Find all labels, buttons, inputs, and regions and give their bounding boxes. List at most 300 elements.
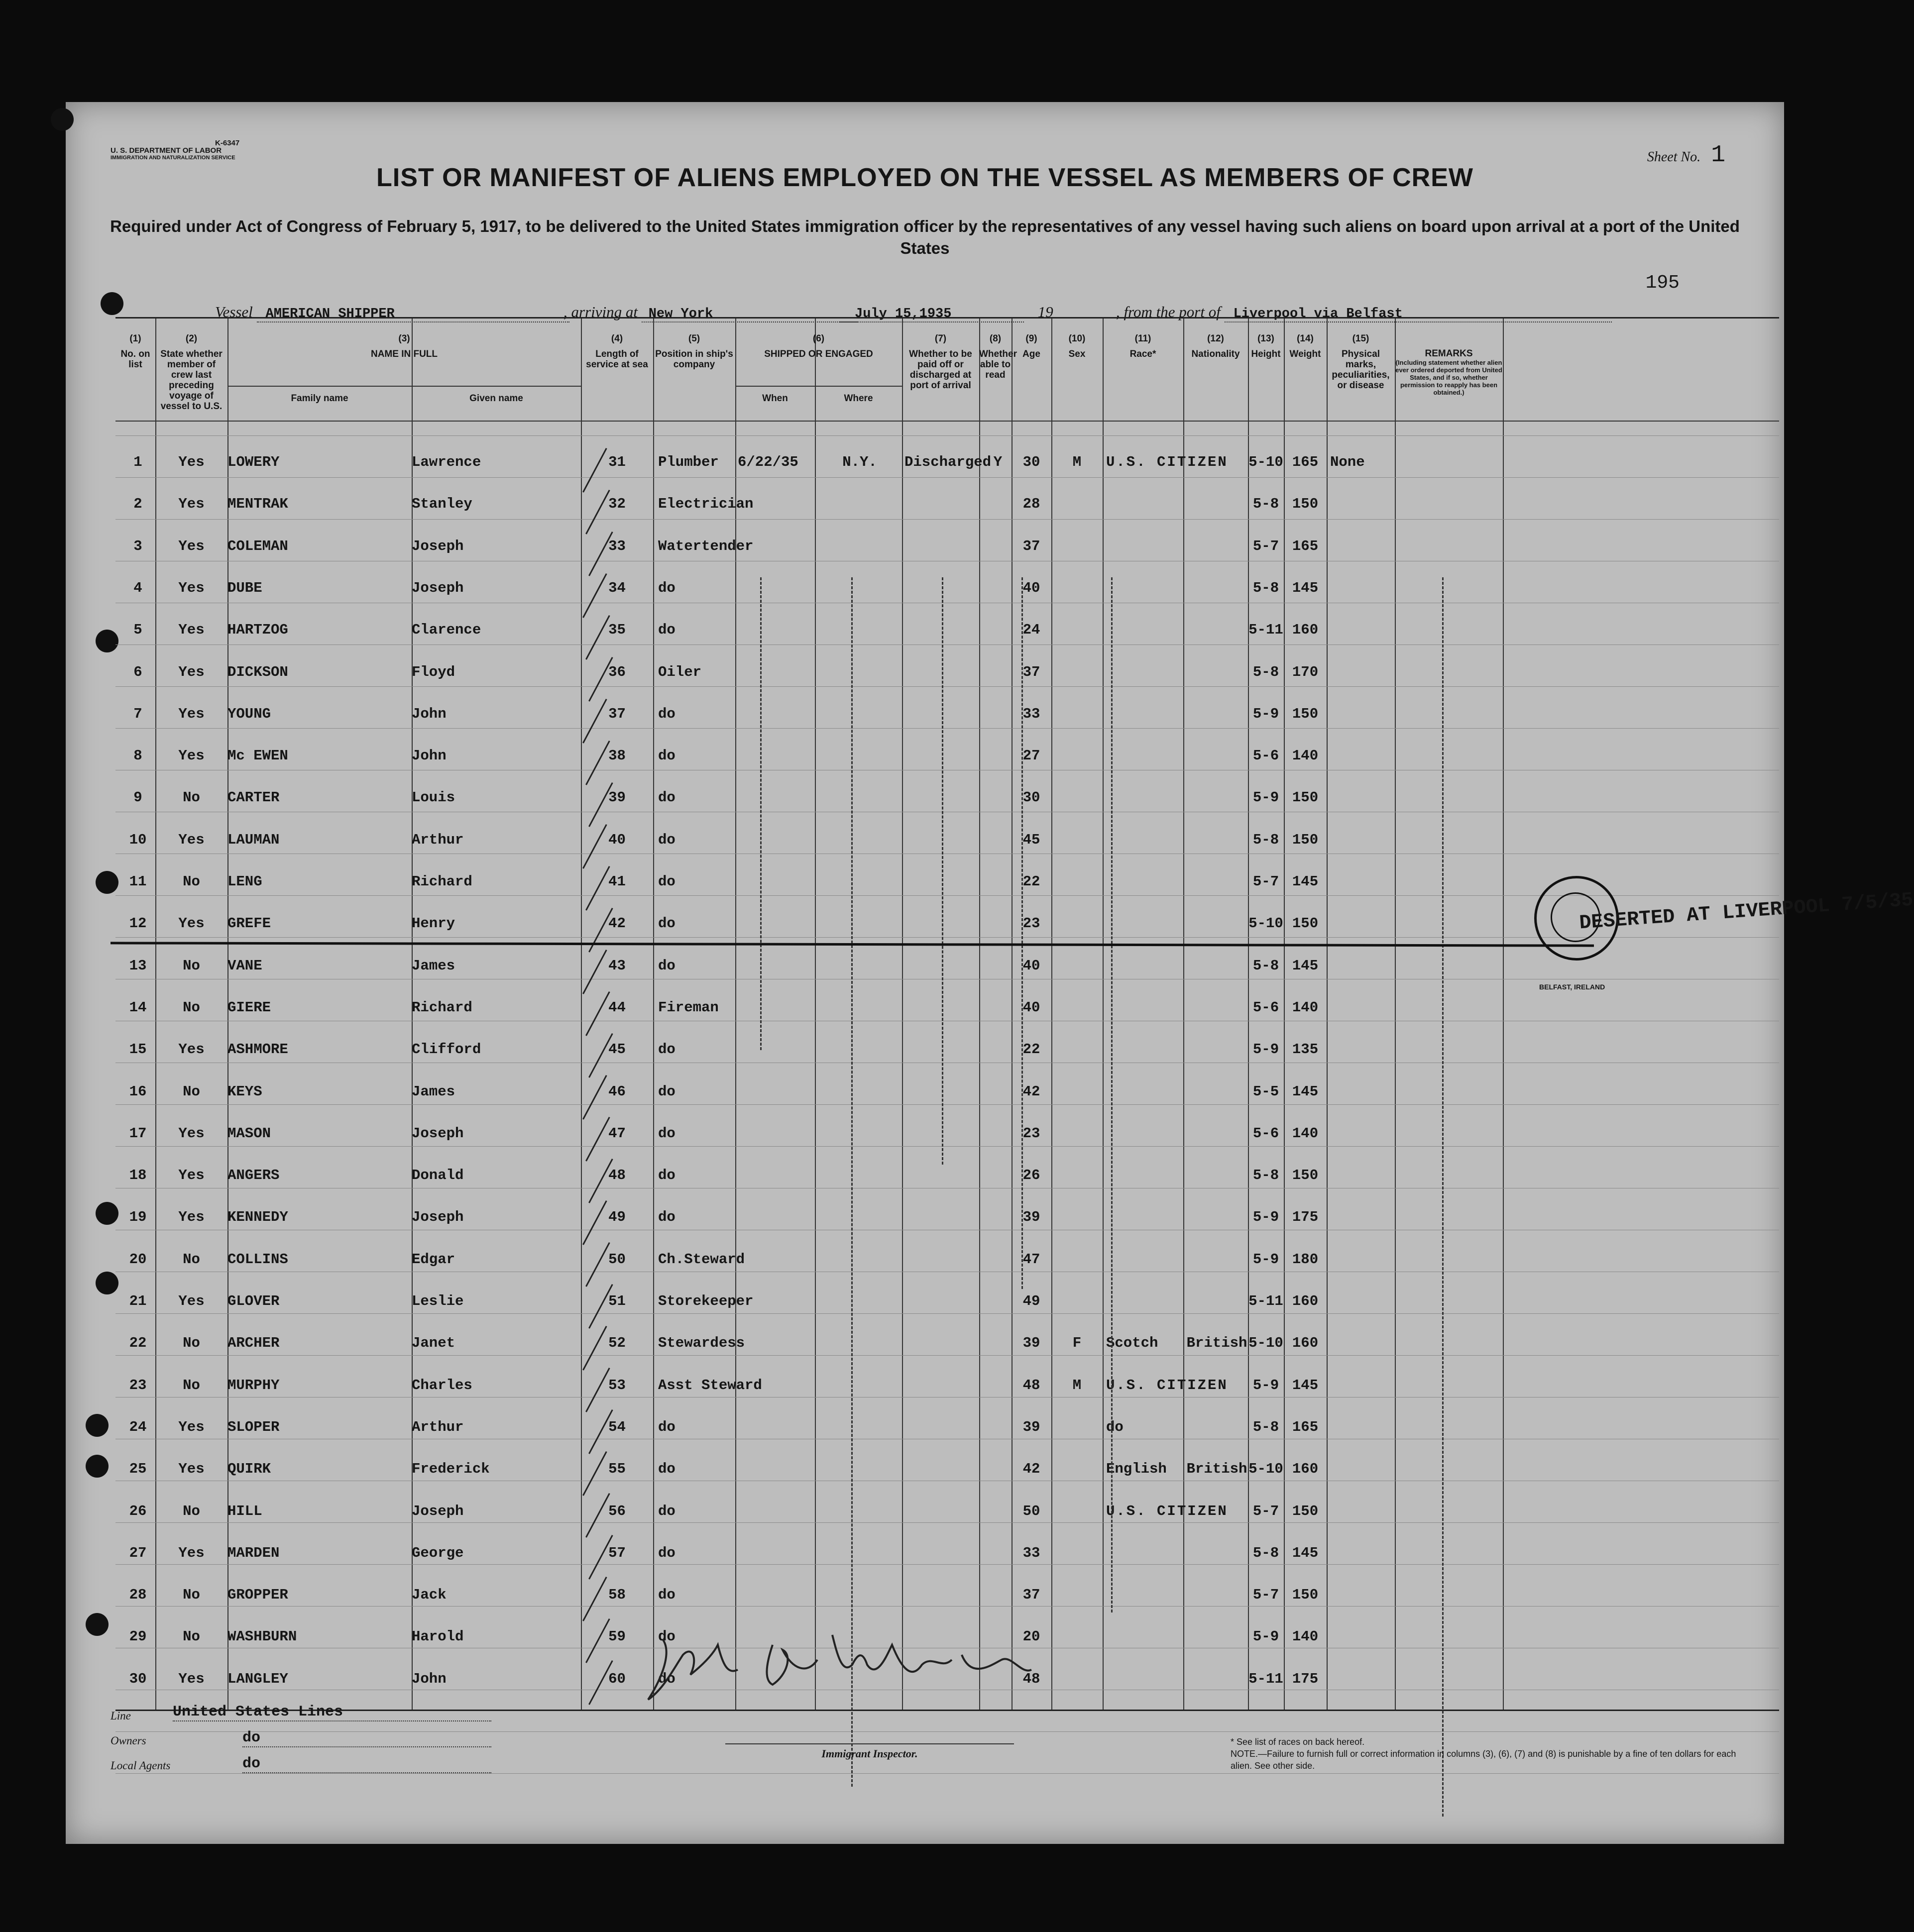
cell-marks: None: [1330, 454, 1365, 470]
cell-height: 5-7: [1252, 1587, 1279, 1604]
cell-service: 33: [608, 537, 626, 554]
cell-weight: 175: [1292, 1209, 1319, 1226]
table-row: [115, 454, 1779, 474]
cell-prev: No: [183, 1628, 200, 1645]
cell-family: GIERE: [227, 999, 271, 1016]
cell-sex: F: [1072, 1335, 1082, 1352]
cell-prev: Yes: [178, 1167, 205, 1184]
table-row: [115, 1251, 1779, 1271]
cell-position: Electrician: [658, 496, 754, 513]
cell-family: HILL: [227, 1503, 262, 1519]
cell-given: Louis: [412, 789, 455, 806]
page-title: LIST OR MANIFEST OF ALIENS EMPLOYED ON THE VESSEL AS MEMBERS OF CREW: [376, 163, 1473, 192]
cell-age: 20: [1022, 1628, 1040, 1645]
cell-position: do: [658, 1083, 676, 1100]
cell-race: U.S. CITIZEN: [1106, 1377, 1228, 1394]
cell-weight: 160: [1292, 1293, 1319, 1309]
row-line: [115, 1146, 1779, 1147]
cell-service: 32: [608, 496, 626, 513]
cell-height: 5-8: [1252, 579, 1279, 596]
column-header: (8) Whether able to read: [979, 333, 1017, 380]
cell-weight: 160: [1292, 622, 1319, 639]
cell-given: Joseph: [412, 537, 464, 554]
cell-given: James: [412, 1083, 455, 1100]
cell-age: 24: [1022, 622, 1040, 639]
cell-service: 60: [608, 1670, 626, 1687]
cell-given: Joseph: [412, 579, 464, 596]
cell-no: 10: [129, 831, 147, 848]
cell-position: do: [658, 705, 676, 722]
cell-family: LOWERY: [227, 454, 280, 470]
cell-service: 52: [608, 1335, 626, 1352]
from-port: Liverpool via Belfast: [1225, 307, 1612, 322]
cell-height: 5-9: [1252, 789, 1279, 806]
cell-position: Ch.Steward: [658, 1251, 745, 1268]
cell-service: 31: [608, 454, 626, 470]
agents-value: do: [242, 1755, 491, 1773]
cell-position: Fireman: [658, 999, 719, 1016]
cell-prev: Yes: [178, 1544, 205, 1561]
cell-prev: Yes: [178, 1670, 205, 1687]
cell-service: 57: [608, 1544, 626, 1561]
cell-height: 5-11: [1248, 1670, 1283, 1687]
column-header: (7) Whether to be paid off or discharged at port of arrival: [909, 333, 972, 391]
cell-age: 45: [1022, 831, 1040, 848]
cell-height: 5-10: [1248, 915, 1283, 932]
cell-service: 43: [608, 957, 626, 974]
cell-prev: No: [183, 999, 200, 1016]
cell-family: MARDEN: [227, 1544, 280, 1561]
row-line: [115, 1355, 1779, 1356]
cell-given: Floyd: [412, 663, 455, 680]
cell-height: 5-9: [1252, 1251, 1279, 1268]
table-row: [115, 496, 1779, 516]
column-header: (3) NAME IN FULL: [370, 333, 438, 359]
column-header: (9) Age: [1022, 333, 1040, 359]
cell-nat: British: [1186, 1335, 1247, 1352]
cell-position: do: [658, 1125, 676, 1142]
cell-family: LENG: [227, 873, 262, 890]
row-line: [115, 644, 1779, 645]
stamp-text: BELFAST, IRELAND: [1539, 983, 1605, 991]
cell-prev: Yes: [178, 1461, 205, 1478]
cell-sex: M: [1072, 454, 1082, 470]
cell-weight: 160: [1292, 1461, 1319, 1478]
cell-service: 49: [608, 1209, 626, 1226]
cell-no: 8: [133, 748, 142, 764]
cell-height: 5-8: [1252, 1544, 1279, 1561]
owners-label: Owners: [111, 1734, 146, 1747]
table-row: [115, 1167, 1779, 1187]
cell-height: 5-11: [1248, 1293, 1283, 1309]
note-races: * See list of races on back hereof.: [1231, 1737, 1365, 1747]
table-row: [115, 1335, 1779, 1355]
cell-nat: British: [1186, 1461, 1247, 1478]
remarks-header: REMARKS (Including statement whether alien ever ordered deported from United States, and if so, whether permission to reapply has been obtained.): [1395, 348, 1502, 396]
cell-no: 26: [129, 1503, 147, 1519]
column-subheader: Family name: [291, 393, 348, 404]
cell-weight: 165: [1292, 537, 1319, 554]
cell-race: do: [1106, 1418, 1124, 1435]
crew-table: [115, 317, 1779, 1711]
punch-hole: [51, 108, 74, 131]
cell-weight: 140: [1292, 1125, 1319, 1142]
cell-weight: 150: [1292, 1503, 1319, 1519]
owners-value: do: [242, 1729, 491, 1747]
cell-race: Scotch: [1106, 1335, 1158, 1352]
agents-label: Local Agents: [111, 1759, 171, 1772]
cell-weight: 170: [1292, 663, 1319, 680]
arriving-port: New York: [642, 307, 858, 322]
column-header: (10) Sex: [1068, 333, 1086, 359]
cell-family: MENTRAK: [227, 496, 288, 513]
cell-position: do: [658, 1461, 676, 1478]
cell-no: 11: [129, 873, 147, 890]
table-row: [115, 832, 1779, 852]
cell-family: COLLINS: [227, 1251, 288, 1268]
cell-age: 50: [1022, 1503, 1040, 1519]
cell-given: Arthur: [412, 831, 464, 848]
cell-weight: 140: [1292, 1628, 1319, 1645]
cell-position: do: [658, 1587, 676, 1604]
punch-hole: [86, 1455, 109, 1478]
sheet-number-value: 1: [1711, 142, 1725, 169]
cell-age: 37: [1022, 537, 1040, 554]
table-row: [115, 1545, 1779, 1565]
cell-no: 20: [129, 1251, 147, 1268]
cell-prev: No: [183, 1335, 200, 1352]
cell-paid: Discharged: [904, 454, 992, 470]
cell-weight: 150: [1292, 1167, 1319, 1184]
cell-height: 5-9: [1252, 1041, 1279, 1058]
cell-no: 14: [129, 999, 147, 1016]
column-subheader: Given name: [469, 393, 523, 404]
cell-no: 13: [129, 957, 147, 974]
service-name: IMMIGRATION AND NATURALIZATION SERVICE: [111, 155, 235, 161]
cell-family: LAUMAN: [227, 831, 280, 848]
column-header: (12) Nationality: [1191, 333, 1240, 359]
column-header: (5) Position in ship's company: [655, 333, 733, 370]
table-row: [115, 538, 1779, 558]
cell-weight: 145: [1292, 1377, 1319, 1394]
remarks-row-13: DESERTED AT LIVERPOOL 7/5/35: [1578, 889, 1914, 935]
table-row: [115, 1377, 1779, 1397]
cell-service: 35: [608, 622, 626, 639]
cell-no: 21: [129, 1293, 147, 1309]
cell-service: 47: [608, 1125, 626, 1142]
cell-family: HARTZOG: [227, 622, 288, 639]
table-row: [115, 1587, 1779, 1607]
row-line: [115, 477, 1779, 478]
cell-prev: Yes: [178, 663, 205, 680]
cell-height: 5-9: [1252, 1377, 1279, 1394]
cell-position: Stewardess: [658, 1335, 745, 1352]
cell-age: 23: [1022, 1125, 1040, 1142]
cell-age: 26: [1022, 1167, 1040, 1184]
ditto-line: [760, 577, 762, 1050]
ditto-line: [1442, 577, 1444, 1817]
column-subheader: When: [762, 393, 788, 404]
cell-no: 2: [133, 496, 142, 513]
cell-service: 56: [608, 1503, 626, 1519]
cell-height: 5-8: [1252, 663, 1279, 680]
cell-given: Edgar: [412, 1251, 455, 1268]
cell-height: 5-8: [1252, 831, 1279, 848]
row-line: [115, 1773, 1779, 1774]
cell-weight: 135: [1292, 1041, 1319, 1058]
column-header: (6) SHIPPED OR ENGAGED: [764, 333, 873, 359]
cell-no: 6: [133, 663, 142, 680]
cell-weight: 145: [1292, 957, 1319, 974]
cell-given: John: [412, 748, 447, 764]
cell-service: 51: [608, 1293, 626, 1309]
table-row: [115, 958, 1779, 977]
cell-given: Frederick: [412, 1461, 490, 1478]
cell-height: 5-11: [1248, 622, 1283, 639]
cell-family: WASHBURN: [227, 1628, 297, 1645]
cell-no: 22: [129, 1335, 147, 1352]
cell-position: do: [658, 831, 676, 848]
cell-weight: 150: [1292, 496, 1319, 513]
cell-given: Janet: [412, 1335, 455, 1352]
cell-family: CARTER: [227, 789, 280, 806]
cell-service: 53: [608, 1377, 626, 1394]
cell-position: do: [658, 1209, 676, 1226]
cell-prev: No: [183, 1083, 200, 1100]
cell-service: 59: [608, 1628, 626, 1645]
cell-height: 5-7: [1252, 537, 1279, 554]
cell-no: 9: [133, 789, 142, 806]
cell-prev: No: [183, 873, 200, 890]
arrival-date: July 15,1935: [840, 307, 1024, 322]
table-row: [115, 580, 1779, 600]
cell-age: 39: [1022, 1209, 1040, 1226]
cell-no: 15: [129, 1041, 147, 1058]
row-line: [115, 728, 1779, 729]
column-header: (2) State whether member of crew last preceding voyage of vessel to U.S.: [160, 333, 223, 412]
cell-weight: 165: [1292, 1418, 1319, 1435]
cell-height: 5-10: [1248, 1335, 1283, 1352]
cell-no: 12: [129, 915, 147, 932]
cell-age: 40: [1022, 579, 1040, 596]
cell-service: 54: [608, 1418, 626, 1435]
cell-no: 27: [129, 1544, 147, 1561]
row-line: [115, 895, 1779, 896]
cell-position: do: [658, 789, 676, 806]
cell-prev: Yes: [178, 622, 205, 639]
cell-age: 39: [1022, 1335, 1040, 1352]
cell-family: COLEMAN: [227, 537, 288, 554]
cell-position: Watertender: [658, 537, 754, 554]
cell-service: 45: [608, 1041, 626, 1058]
ditto-line: [851, 577, 853, 1787]
table-row: [115, 1503, 1779, 1523]
cell-position: do: [658, 622, 676, 639]
cell-family: ARCHER: [227, 1335, 280, 1352]
form-number: K-6347: [215, 139, 240, 147]
cell-race: English: [1106, 1461, 1167, 1478]
cell-read: Y: [993, 454, 1003, 470]
cell-prev: Yes: [178, 831, 205, 848]
cell-weight: 150: [1292, 705, 1319, 722]
table-row: [115, 1041, 1779, 1061]
cell-age: 30: [1022, 789, 1040, 806]
cell-family: GROPPER: [227, 1587, 288, 1604]
cell-height: 5-10: [1248, 454, 1283, 470]
cell-family: SLOPER: [227, 1418, 280, 1435]
cell-service: 48: [608, 1167, 626, 1184]
sheet-number-label: Sheet No.: [1647, 149, 1701, 165]
cell-height: 5-6: [1252, 1125, 1279, 1142]
cell-family: ANGERS: [227, 1167, 280, 1184]
cell-age: 42: [1022, 1083, 1040, 1100]
cell-weight: 145: [1292, 579, 1319, 596]
table-row: [115, 1209, 1779, 1229]
cell-height: 5-8: [1252, 957, 1279, 974]
cell-given: Charles: [412, 1377, 472, 1394]
cell-prev: No: [183, 1251, 200, 1268]
cell-weight: 165: [1292, 454, 1319, 470]
row-line: [115, 519, 1779, 520]
cell-weight: 160: [1292, 1335, 1319, 1352]
cell-prev: No: [183, 1503, 200, 1519]
cell-position: do: [658, 1418, 676, 1435]
cell-weight: 150: [1292, 789, 1319, 806]
cell-position: do: [658, 915, 676, 932]
cell-given: Richard: [412, 873, 472, 890]
cell-where: N.Y.: [842, 454, 877, 470]
cell-family: VANE: [227, 957, 262, 974]
ditto-line: [942, 577, 943, 1165]
cell-prev: Yes: [178, 1418, 205, 1435]
cell-prev: No: [183, 957, 200, 974]
footer-notes: [1231, 1736, 1753, 1772]
cell-family: KEYS: [227, 1083, 262, 1100]
cell-age: 22: [1022, 1041, 1040, 1058]
cell-prev: Yes: [178, 496, 205, 513]
cell-given: Clifford: [412, 1041, 481, 1058]
column-header: (11) Race*: [1129, 333, 1156, 359]
cell-when: 6/22/35: [738, 454, 798, 470]
cell-height: 5-8: [1252, 1418, 1279, 1435]
vessel-name: AMERICAN SHIPPER: [257, 307, 569, 322]
table-row: [115, 915, 1779, 935]
cell-given: Richard: [412, 999, 472, 1016]
cell-prev: Yes: [178, 705, 205, 722]
cell-race: U.S. CITIZEN: [1106, 1503, 1228, 1519]
cell-height: 5-9: [1252, 1628, 1279, 1645]
row-line: [115, 937, 1779, 938]
cell-age: 40: [1022, 957, 1040, 974]
form-identifier: [111, 139, 239, 162]
cell-age: 28: [1022, 496, 1040, 513]
table-row: [115, 1293, 1779, 1313]
cell-no: 18: [129, 1167, 147, 1184]
cell-age: 40: [1022, 999, 1040, 1016]
cell-given: Clarence: [412, 622, 481, 639]
cell-service: 41: [608, 873, 626, 890]
cell-family: KENNEDY: [227, 1209, 288, 1226]
cell-prev: Yes: [178, 748, 205, 764]
cell-prev: Yes: [178, 1209, 205, 1226]
punch-hole: [86, 1414, 109, 1437]
inspector-signature: [643, 1625, 1091, 1710]
cell-height: 5-9: [1252, 1209, 1279, 1226]
cell-age: 39: [1022, 1418, 1040, 1435]
cell-age: 37: [1022, 663, 1040, 680]
cell-prev: No: [183, 789, 200, 806]
cell-race: U.S. CITIZEN: [1106, 454, 1228, 470]
column-header: (1) No. on list: [120, 333, 150, 370]
cell-given: George: [412, 1544, 464, 1561]
cell-age: 48: [1022, 1670, 1040, 1687]
cell-position: do: [658, 1167, 676, 1184]
cell-weight: 180: [1292, 1251, 1319, 1268]
cell-given: Joseph: [412, 1209, 464, 1226]
margin-number: 195: [1645, 272, 1680, 294]
cell-service: 39: [608, 789, 626, 806]
column-header: (13) Height: [1251, 333, 1281, 359]
cell-prev: Yes: [178, 1293, 205, 1309]
cell-given: John: [412, 1670, 447, 1687]
cell-no: 16: [129, 1083, 147, 1100]
cell-given: Lawrence: [412, 454, 481, 470]
cell-no: 3: [133, 537, 142, 554]
line-label: Line: [111, 1710, 131, 1722]
cell-given: Joseph: [412, 1503, 464, 1519]
note-penalty: NOTE.—Failure to furnish full or correct information in columns (3), (6), (7) and (8) is punishable by a fine of ten dollars for each alien. See other side.: [1231, 1749, 1736, 1771]
inspector-label: Immigrant Inspector.: [725, 1743, 1014, 1760]
table-row: [115, 664, 1779, 684]
table-row: [115, 706, 1779, 726]
cell-no: 19: [129, 1209, 147, 1226]
vessel-label: Vessel: [215, 303, 253, 321]
table-row: [115, 1461, 1779, 1481]
cell-no: 24: [129, 1418, 147, 1435]
cell-height: 5-7: [1252, 873, 1279, 890]
cell-family: QUIRK: [227, 1461, 271, 1478]
cell-age: 48: [1022, 1377, 1040, 1394]
cell-weight: 175: [1292, 1670, 1319, 1687]
cell-age: 27: [1022, 748, 1040, 764]
table-row: [115, 873, 1779, 893]
cell-position: Plumber: [658, 454, 719, 470]
cell-service: 50: [608, 1251, 626, 1268]
cell-service: 34: [608, 579, 626, 596]
cell-family: LANGLEY: [227, 1670, 288, 1687]
cell-given: Jack: [412, 1587, 447, 1604]
cell-given: John: [412, 705, 447, 722]
line-value: United States Lines: [173, 1704, 491, 1721]
cell-position: do: [658, 1628, 676, 1645]
cell-no: 25: [129, 1461, 147, 1478]
cell-no: 7: [133, 705, 142, 722]
cell-weight: 145: [1292, 873, 1319, 890]
cell-weight: 150: [1292, 1587, 1319, 1604]
cell-position: do: [658, 957, 676, 974]
cell-prev: Yes: [178, 1041, 205, 1058]
cell-given: Joseph: [412, 1125, 464, 1142]
cell-position: do: [658, 1544, 676, 1561]
cell-weight: 150: [1292, 831, 1319, 848]
cell-service: 40: [608, 831, 626, 848]
cell-family: Mc EWEN: [227, 748, 288, 764]
cell-no: 17: [129, 1125, 147, 1142]
cell-prev: No: [183, 1587, 200, 1604]
table-row: [115, 1419, 1779, 1439]
cell-age: 47: [1022, 1251, 1040, 1268]
punch-hole: [101, 292, 123, 315]
